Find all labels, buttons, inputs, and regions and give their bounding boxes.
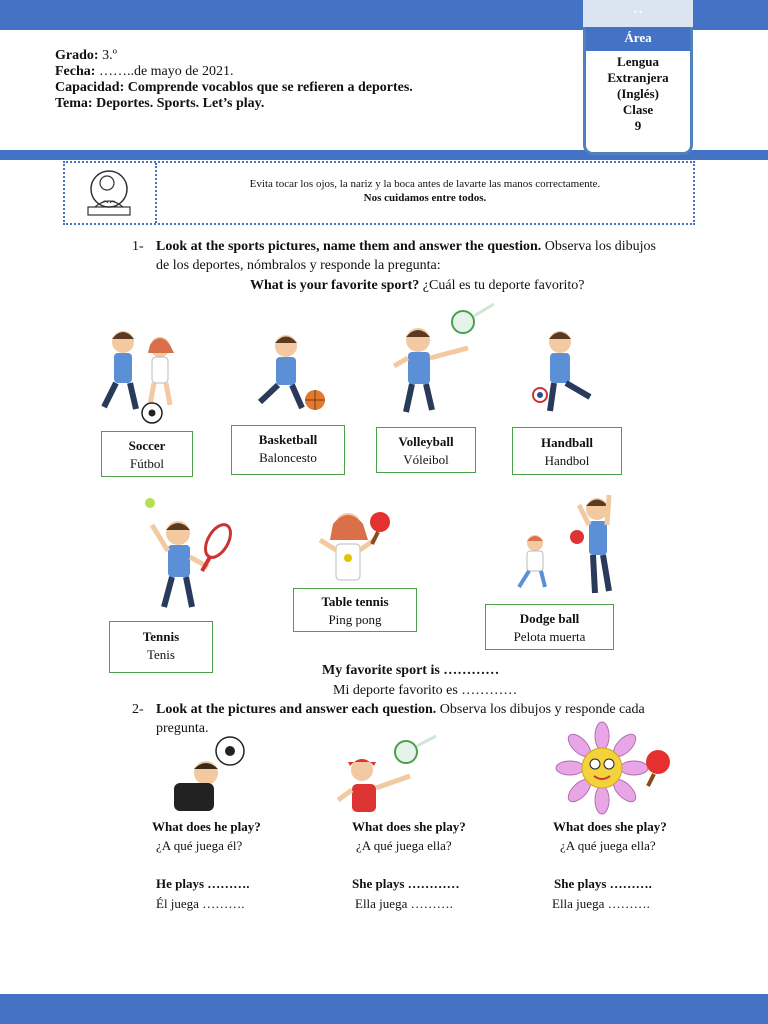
sport-es: Pelota muerta [513,629,586,644]
q2-item2-question: What does she play? [352,819,466,834]
tema-label: Tema: [55,96,93,111]
volleyball-boy-illustration [388,300,503,422]
sport-en: Volleyball [398,434,454,449]
sport-es: Ping pong [328,612,382,627]
notice-line1: Evita tocar los ojos, la nariz y la boca antes de lavarte las manos correctamente. [249,178,601,190]
area-lines [583,54,693,134]
q2-item2-question-es: ¿A qué juega ella? [356,838,452,853]
area-dots: • • [633,7,643,17]
q2-number: 2- [132,702,144,717]
sport-box-volleyball [376,427,476,473]
q2-item1-answer-es: Él juega ………. [156,896,245,911]
sport-box-tennis [109,621,213,673]
q1-instruction [156,238,726,256]
q2-item2-answer-es: Ella juega ………. [355,896,453,911]
notice-divider [155,163,157,223]
q1-line2: de los deportes, nómbralos y responde la pregunta: [156,258,441,273]
q1-question-bold: What is your favorite sport? [250,278,420,293]
sport-box-handball [512,427,622,475]
sport-en: Tennis [142,629,180,644]
q2-line2: pregunta. [156,721,209,736]
header-info [55,48,413,112]
q2-item3-question-es: ¿A qué juega ella? [560,838,656,853]
basketball-boy-illustration [240,330,330,415]
sport-es: Baloncesto [259,450,317,465]
q2-item3-answer-es: Ella juega ………. [552,896,650,911]
grado-value: 3.º [102,48,117,63]
notice-line2: Nos cuidamos entre todos. [363,192,487,204]
sport-es: Tenis [147,647,175,662]
q2-instruction [156,701,726,719]
sport-box-dodge-ball [485,604,614,650]
fecha-value: ……..de mayo de 2021. [98,64,234,79]
soccer-kids-illustration [90,325,190,425]
q2-item1-question: What does he play? [152,819,261,834]
area-line: 9 [634,118,642,133]
area-line: Extranjera [607,70,669,85]
q1-bold: Look at the sports pictures, name them and answer the question. [156,239,542,254]
ping-pong-girl-illustration [308,500,403,590]
tema-value: Deportes. Sports. Let’s play. [96,96,265,111]
q1-rest: Observa los dibujos [541,239,656,254]
sport-en: Handball [540,435,594,450]
fecha-label: Fecha: [55,64,96,79]
flower-ping-pong-illustration [550,720,676,815]
girl-volleyball-illustration [332,728,442,816]
notice-text [160,177,690,205]
area-title: Área [586,27,690,51]
capacidad-label: Capacidad: [55,80,125,95]
area-line: Lengua [617,54,659,69]
boy-heading-soccer-ball-illustration [160,735,250,815]
q2-item3-question: What does she play? [553,819,667,834]
q2-item2-answer: She plays ………… [352,876,460,891]
q2-item1-answer: He plays ………. [156,876,250,891]
q1-number: 1- [132,239,144,254]
area-line: Clase [622,102,654,117]
sport-en: Basketball [258,432,318,447]
q2-item1-question-es: ¿A qué juega él? [156,838,243,853]
area-line: (Inglés) [617,86,659,101]
q2-bold: Look at the pictures and answer each question. [156,702,437,717]
sport-es: Vóleibol [403,452,449,467]
dodge-ball-kids-illustration [505,485,630,600]
tennis-boy-illustration [140,495,235,615]
favorite-sport-es: Mi deporte favorito es ………… [333,683,518,698]
sport-en: Soccer [128,438,166,453]
capacidad-value: Comprende vocablos que se refieren a deportes. [127,80,413,95]
handwashing-icon [80,167,138,219]
sport-en: Table tennis [321,594,389,609]
sport-en: Dodge ball [519,611,580,626]
q2-rest: Observa los dibujos y responde cada [436,702,645,717]
sport-box-soccer [101,431,193,477]
sport-box-table-tennis [293,588,417,632]
q1-question [250,277,585,295]
grado-label: Grado: [55,48,99,63]
q1-question-rest: ¿Cuál es tu deporte favorito? [419,278,585,293]
sport-es: Handbol [544,453,590,468]
favorite-sport-en: My favorite sport is ………… [322,663,500,678]
sport-es: Fútbol [130,456,164,471]
q2-item3-answer: She plays ………. [554,876,652,891]
bottom-band [0,994,768,1024]
handball-boy-illustration [528,325,613,420]
sport-box-basketball [231,425,345,475]
